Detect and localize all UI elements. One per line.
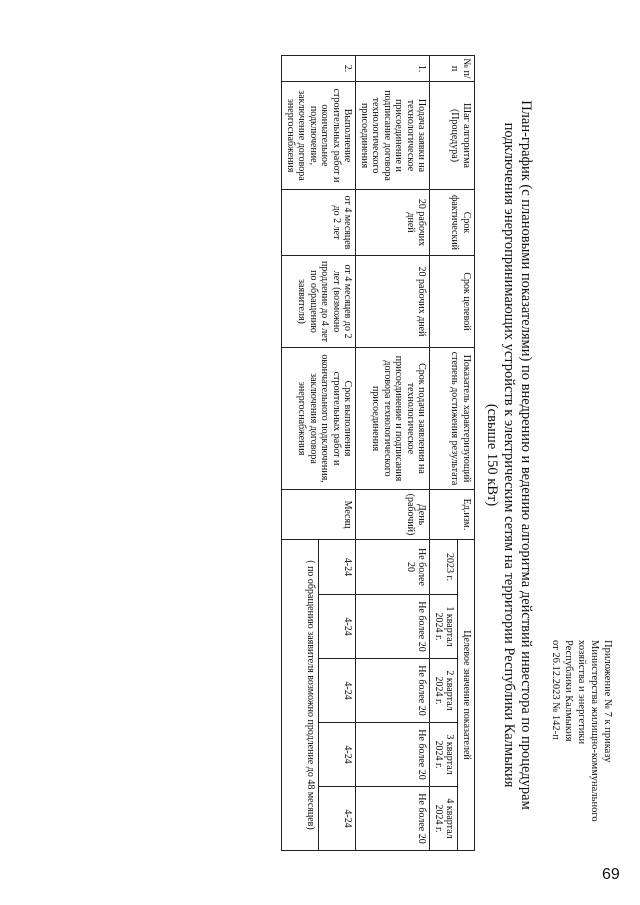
cell-target-term: 20 рабочих дней [356,256,430,348]
cell-q4: Не более 20 [356,787,430,851]
cell-2023: 4-24 [319,540,356,595]
cell-q3: Не более 20 [356,723,430,787]
appendix-line: хозяйства и энергетики [576,640,587,745]
cell-q3: 4-24 [319,723,356,787]
document-title [483,65,534,845]
table-row [356,56,430,851]
appendix-line: Республики Калмыкия [563,640,574,742]
header-2023: 2023 г. [430,540,458,595]
header-q2: 2 квартал 2024 г. [430,659,458,723]
header-q1: 1 квартал 2024 г. [430,595,458,659]
cell-unit: День (рабочий) [356,490,430,540]
cell-step: Подача заявки на технологическое присоединение и подписание договора технологического присоединения [356,82,430,190]
appendix-line: Приложение № 7 к приказу [602,640,613,763]
header-target-values: Целевое значение показателей [458,540,475,851]
cell-step: Выполнение строительных работ и окончательное подключение, заключение договора энергоснабжения [282,82,356,190]
header-row [458,56,475,851]
cell-q2: Не более 20 [356,659,430,723]
cell-num: 2. [282,56,356,82]
title-line: План-график (с плановыми показателями) по внедрению и ведению алгоритма действий инвестора по процедурам [518,100,534,810]
header-unit: Ед.изм. [430,490,475,540]
header-num: № п/п [430,56,475,82]
appendix-line: Министерства жилищно-коммунального [589,640,600,822]
header-q3: 3 квартал 2024 г. [430,723,458,787]
cell-indicator: Срок выполнения строительных работ и окончательного подключения, заключения договора энергоснабжения [282,348,356,490]
table-row [319,56,356,851]
cell-q1: 4-24 [319,595,356,659]
plan-table [282,55,476,851]
cell-extension-note: ( по обращению заявителя возможно продление до 48 месяцев) [282,540,319,851]
cell-actual-term: от 4 месяцев до 2 лет [282,190,356,256]
cell-q4: 4-24 [319,787,356,851]
header-indicator: Показатель характеризующий степень достижения результата [430,348,475,490]
cell-2023: Не более 20 [356,540,430,595]
header-q4: 4 квартал 2024 г. [430,787,458,851]
cell-unit: Месяц [282,490,356,540]
appendix-note [549,640,614,845]
title-line: (свыше 150 кВт) [484,403,500,507]
cell-num: 1. [356,56,430,82]
page-number: 69 [602,866,620,883]
header-target-term: Срок целевой [430,256,475,348]
cell-actual-term: 20 рабочих дней [356,190,430,256]
title-line: подключения энергопринимающих устройств к электрическим сетям на территории Республики Калмыкия [501,122,517,788]
cell-q2: 4-24 [319,659,356,723]
cell-target-term: от 4 месяцев до 2 лет (возможно продление до 4 лет по обращению заявителя) [282,256,356,348]
header-actual-term: Срок фактический [430,190,475,256]
header-step: Шаг алгоритма (Процедура) [430,82,475,190]
cell-q1: Не более 20 [356,595,430,659]
appendix-line: от 26.12.2023 № 142-п [550,640,561,740]
cell-indicator: Срок подачи заявления на технологическое присоединение и подписания договора технологического присоединения [356,348,430,490]
